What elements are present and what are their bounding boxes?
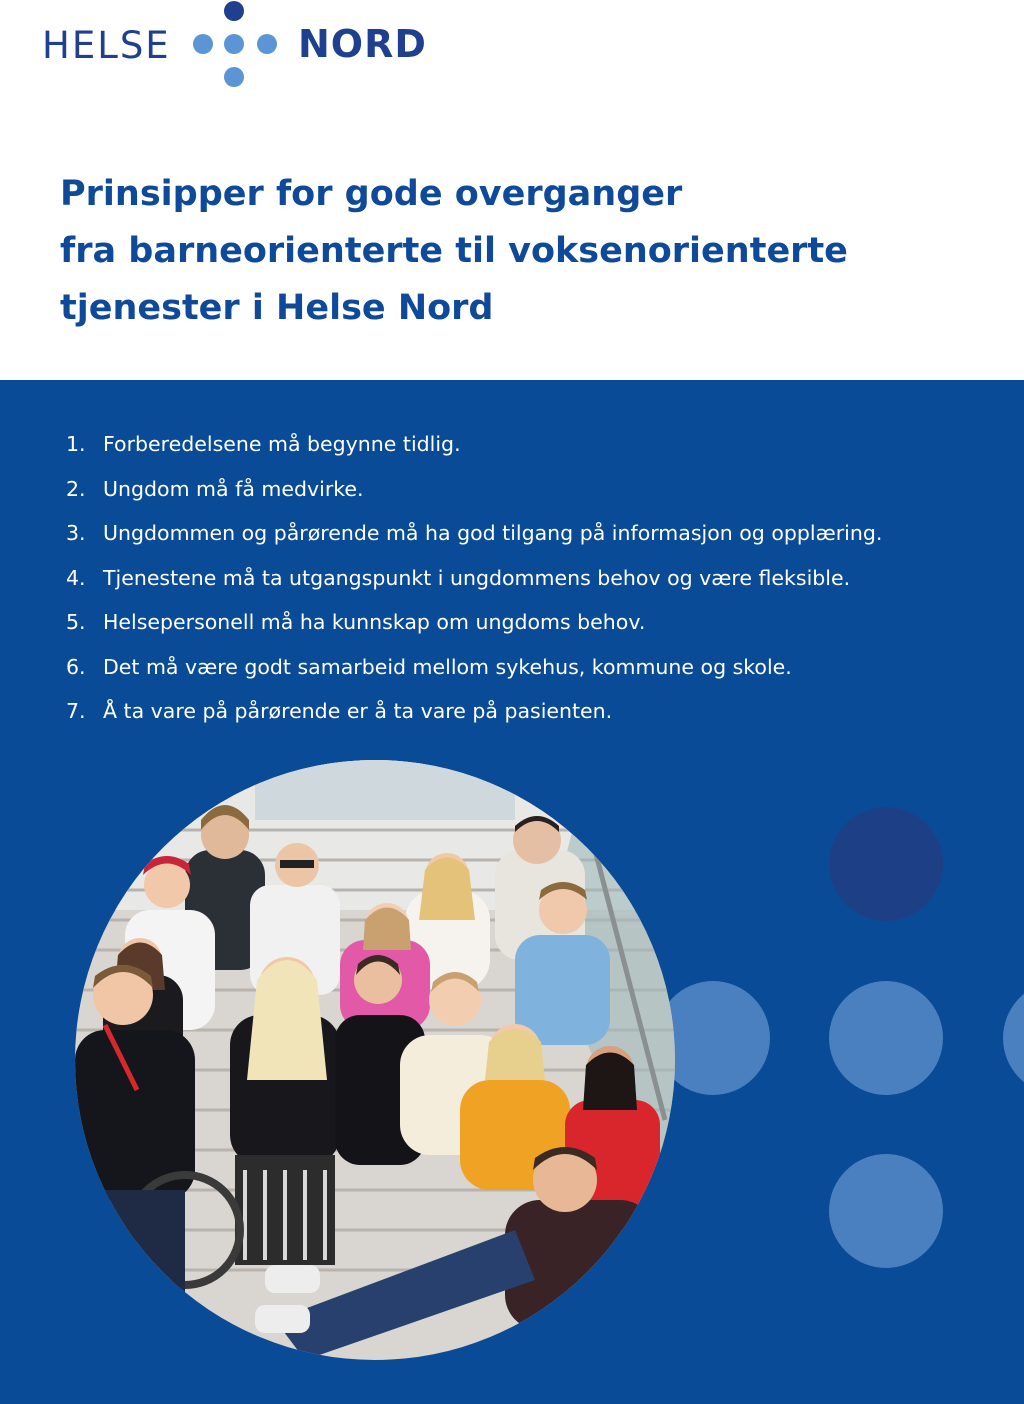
- principle-text: Helsepersonell må ha kunnskap om ungdoms behov.: [103, 610, 646, 635]
- title-line-2: fra barneorienterte til voksenorienterte: [60, 231, 848, 271]
- logo-dot-right: [257, 34, 277, 54]
- logo-dot-top: [224, 1, 244, 21]
- principle-text: Det må være godt samarbeid mellom sykehus, kommune og skole.: [103, 654, 792, 679]
- principle-number: 5.: [66, 610, 86, 635]
- principle-number: 3.: [66, 521, 86, 546]
- logo-text-nord: NORD: [298, 22, 427, 66]
- decor-circle-light: [829, 981, 943, 1095]
- logo-text-helse: HELSE: [42, 24, 171, 67]
- principle-number: 4.: [66, 565, 86, 590]
- principles-list: [66, 422, 1006, 734]
- logo-dot-left: [193, 34, 213, 54]
- logo-dot-center: [224, 34, 244, 54]
- principle-text: Forberedelsene må begynne tidlig.: [103, 432, 461, 457]
- logo-dot-bottom: [224, 67, 244, 87]
- page-title: [60, 166, 980, 337]
- principle-item: [66, 556, 1006, 601]
- principle-item: [66, 467, 1006, 512]
- decor-circle-light: [1003, 981, 1024, 1095]
- principle-item: [66, 689, 1006, 734]
- principle-item: [66, 422, 1006, 467]
- principle-text: Å ta vare på pårørende er å ta vare på pasienten.: [103, 699, 613, 724]
- principle-number: 6.: [66, 654, 86, 679]
- logo-cross-dots-icon: [192, 0, 282, 95]
- principle-text: Ungdommen og pårørende må ha god tilgang på informasjon og opplæring.: [103, 521, 883, 546]
- group-photo-illustration: [75, 760, 675, 1360]
- title-line-3: tjenester i Helse Nord: [60, 288, 494, 328]
- principle-item: [66, 600, 1006, 645]
- principle-number: 1.: [66, 432, 86, 457]
- principle-item: [66, 645, 1006, 690]
- title-line-1: Prinsipper for gode overganger: [60, 174, 683, 214]
- principle-number: 7.: [66, 699, 86, 724]
- group-photo: [75, 760, 675, 1360]
- principle-text: Tjenestene må ta utgangspunkt i ungdommens behov og være fleksible.: [103, 565, 851, 590]
- header: [0, 0, 1024, 380]
- principle-item: [66, 511, 1006, 556]
- helse-nord-logo[interactable]: [42, 0, 442, 95]
- principle-text: Ungdom må få medvirke.: [103, 476, 364, 501]
- decor-circle-light: [829, 1154, 943, 1268]
- decor-circle-dark: [829, 807, 943, 921]
- principle-number: 2.: [66, 476, 86, 501]
